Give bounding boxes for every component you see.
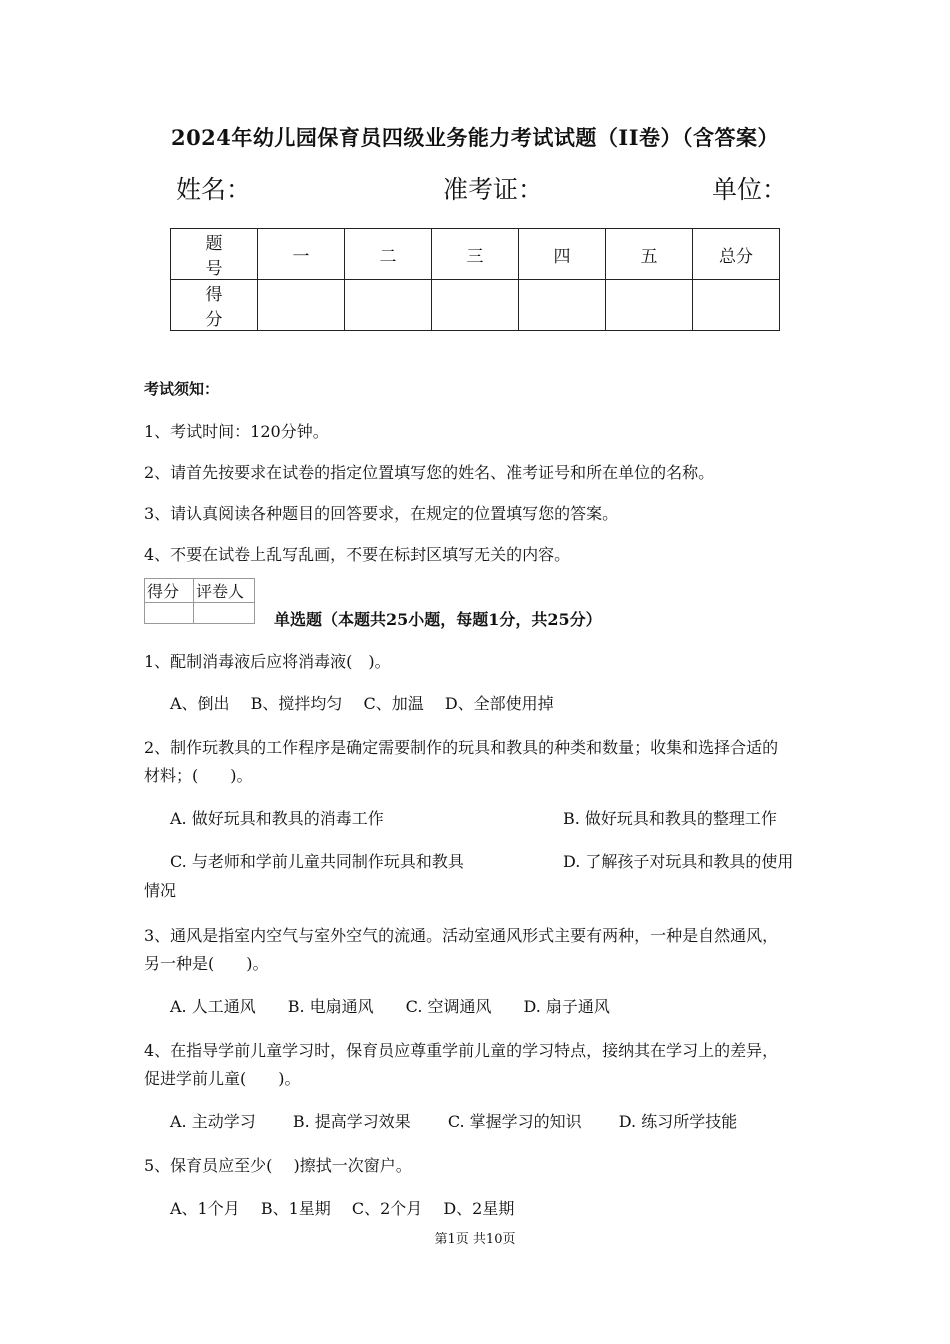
question-options: A、倒出 B、搅拌均匀 C、加温 D、全部使用掉: [170, 694, 554, 713]
option-b: B. 做好玩具和教具的整理工作: [563, 809, 777, 828]
question-stem: 2、制作玩教具的工作程序是确定需要制作的玩具和教具的种类和数量；收集和选择合适的: [144, 738, 779, 757]
notice-item: 2、请首先按要求在试卷的指定位置填写您的姓名、准考证号和所在单位的名称。: [144, 463, 715, 482]
score-label: 得分: [171, 280, 258, 331]
grader-reviewer-cell: [194, 603, 255, 624]
notice-item: 4、不要在试卷上乱写乱画，不要在标封区填写无关的内容。: [144, 545, 571, 564]
section-title: 单选题（本题共25小题，每题1分，共25分）: [274, 610, 602, 629]
option-c: C. 与老师和学前儿童共同制作玩具和教具: [170, 852, 464, 871]
score-cell: [693, 280, 780, 331]
grader-reviewer-label: 评卷人: [194, 579, 255, 603]
grader-box: [144, 578, 255, 624]
score-cell: [519, 280, 606, 331]
document-title: 2024年幼儿园保育员四级业务能力考试试题（II卷）（含答案）: [170, 125, 780, 150]
question-stem: 1、配制消毒液后应将消毒液( )。: [144, 652, 391, 671]
score-cell: [606, 280, 693, 331]
option-d: D. 了解孩子对玩具和教具的使用: [563, 852, 794, 871]
score-col-2: 二: [345, 229, 432, 280]
question-options: A、1个月 B、1星期 C、2个月 D、2星期: [170, 1199, 515, 1218]
question-stem-cont: 另一种是( )。: [144, 954, 269, 973]
score-col-5: 五: [606, 229, 693, 280]
question-stem-cont: 促进学前儿童( )。: [144, 1069, 301, 1088]
notice-item: 1、考试时间：120分钟。: [144, 422, 329, 441]
score-cell: [345, 280, 432, 331]
notice-heading: 考试须知：: [144, 380, 220, 398]
score-table-score-row: [171, 280, 780, 331]
score-col-total: 总分: [693, 229, 780, 280]
score-cell: [432, 280, 519, 331]
score-col-4: 四: [519, 229, 606, 280]
question-stem: 4、在指导学前儿童学习时，保育员应尊重学前儿童的学习特点，接纳其在学习上的差异，: [144, 1041, 779, 1060]
question-stem: 5、保育员应至少( )擦拭一次窗户。: [144, 1156, 412, 1175]
question-options: A. 主动学习 B. 提高学习效果 C. 掌握学习的知识 D. 练习所学技能: [170, 1112, 738, 1131]
score-col-3: 三: [432, 229, 519, 280]
question-options: A. 人工通风 B. 电扇通风 C. 空调通风 D. 扇子通风: [170, 997, 610, 1016]
exam-id-field-label: 准考证：: [443, 175, 544, 204]
unit-field-label: 单位：: [712, 175, 788, 204]
score-col-1: 一: [258, 229, 345, 280]
grader-score-cell: [145, 603, 194, 624]
score-table: [170, 228, 780, 331]
option-d-cont: 情况: [144, 881, 177, 900]
question-stem: 3、通风是指室内空气与室外空气的流通。活动室通风形式主要有两种，一种是自然通风，: [144, 926, 779, 945]
grader-score-label: 得分: [145, 579, 194, 603]
page-footer: 第1页 共10页: [434, 1232, 516, 1247]
option-a: A. 做好玩具和教具的消毒工作: [170, 809, 384, 828]
score-cell: [258, 280, 345, 331]
notice-item: 3、请认真阅读各种题目的回答要求，在规定的位置填写您的答案。: [144, 504, 619, 523]
score-table-header-row: [171, 229, 780, 280]
name-field-label: 姓名：: [176, 175, 252, 204]
question-stem-cont: 材料；( )。: [144, 766, 253, 785]
question-number-label: 题号: [171, 229, 258, 280]
